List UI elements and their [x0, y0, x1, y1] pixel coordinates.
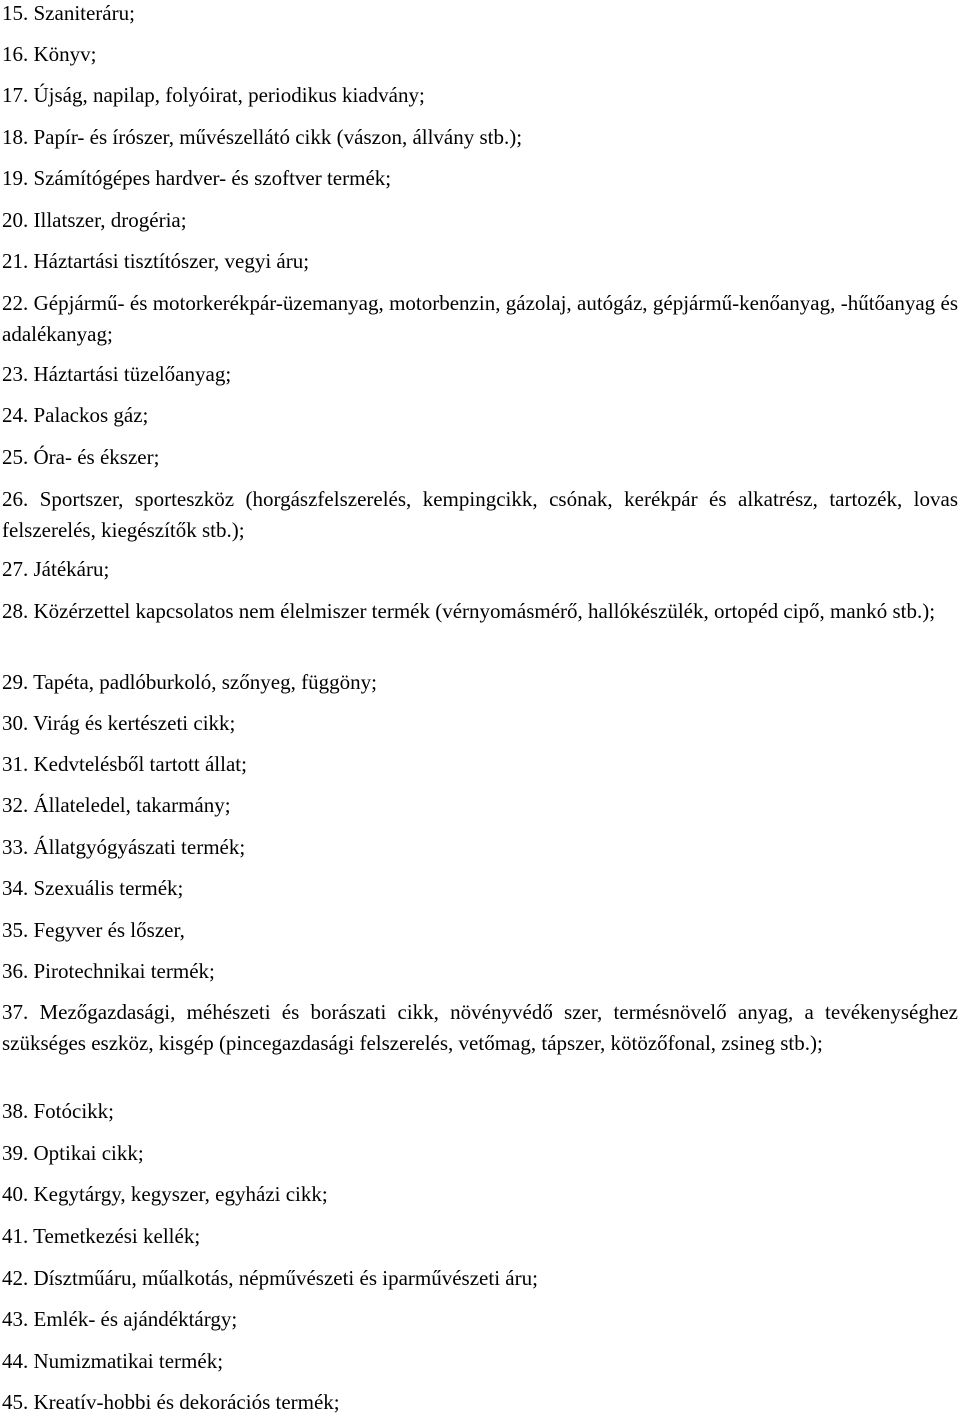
list-item: 33. Állatgyógyászati termék; [2, 835, 246, 859]
list-item: 16. Könyv; [2, 42, 97, 66]
list-item: 37. Mezőgazdasági, méhészeti és borászati cikk, növényvédő szer, termésnövelő anyag, a tevékenységhez szükséges eszköz, kisgép (pincegazdasági felszerelés, vetőmag, tápszer, kötözőfonal, zsineg stb.); [2, 1000, 958, 1055]
list-item: 32. Állateledel, takarmány; [2, 793, 231, 817]
list-item: 19. Számítógépes hardver- és szoftver termék; [2, 166, 392, 190]
list-item: 34. Szexuális termék; [2, 876, 184, 900]
list-item: 28. Közérzettel kapcsolatos nem élelmiszer termék (vérnyomásmérő, hallókészülék, ortopéd cipő, mankó stb.); [2, 599, 936, 623]
list-item: 24. Palackos gáz; [2, 403, 149, 427]
list-item: 18. Papír- és írószer, művészellátó cikk (vászon, állvány stb.); [2, 125, 523, 149]
list-item: 29. Tapéta, padlóburkoló, szőnyeg, függöny; [2, 670, 377, 694]
list-item: 22. Gépjármű- és motorkerékpár-üzemanyag, motorbenzin, gázolaj, autógáz, gépjármű-kenőanyag, -hűtőanyag és adalékanyag; [2, 291, 958, 346]
list-item: 15. Szaniteráru; [2, 1, 135, 25]
list-item: 25. Óra- és ékszer; [2, 445, 160, 469]
list-item: 17. Újság, napilap, folyóirat, periodikus kiadvány; [2, 83, 425, 107]
list-item: 30. Virág és kertészeti cikk; [2, 711, 236, 735]
list-item: 45. Kreatív-hobbi és dekorációs termék; [2, 1390, 340, 1414]
list-item: 36. Pirotechnikai termék; [2, 959, 215, 983]
list-item: 23. Háztartási tüzelőanyag; [2, 362, 232, 386]
list-item: 21. Háztartási tisztítószer, vegyi áru; [2, 249, 310, 273]
list-item: 40. Kegytárgy, kegyszer, egyházi cikk; [2, 1182, 328, 1206]
list-item: 31. Kedvtelésből tartott állat; [2, 752, 247, 776]
list-item: 42. Dísztműáru, műalkotás, népművészeti és iparművészeti áru; [2, 1266, 538, 1290]
list-item: 43. Emlék- és ajándéktárgy; [2, 1307, 238, 1331]
list-item: 35. Fegyver és lőszer, [2, 918, 185, 942]
list-item: 38. Fotócikk; [2, 1099, 115, 1123]
list-item: 26. Sportszer, sporteszköz (horgászfelszerelés, kempingcikk, csónak, kerékpár és alkatrész, tartozék, lovas felszerelés, kiegészítők stb.); [2, 487, 958, 542]
list-item: 20. Illatszer, drogéria; [2, 208, 187, 232]
list-item: 44. Numizmatikai termék; [2, 1349, 224, 1373]
list-item: 27. Játékáru; [2, 557, 110, 581]
list-item: 41. Temetkezési kellék; [2, 1224, 201, 1248]
list-item: 39. Optikai cikk; [2, 1141, 144, 1165]
